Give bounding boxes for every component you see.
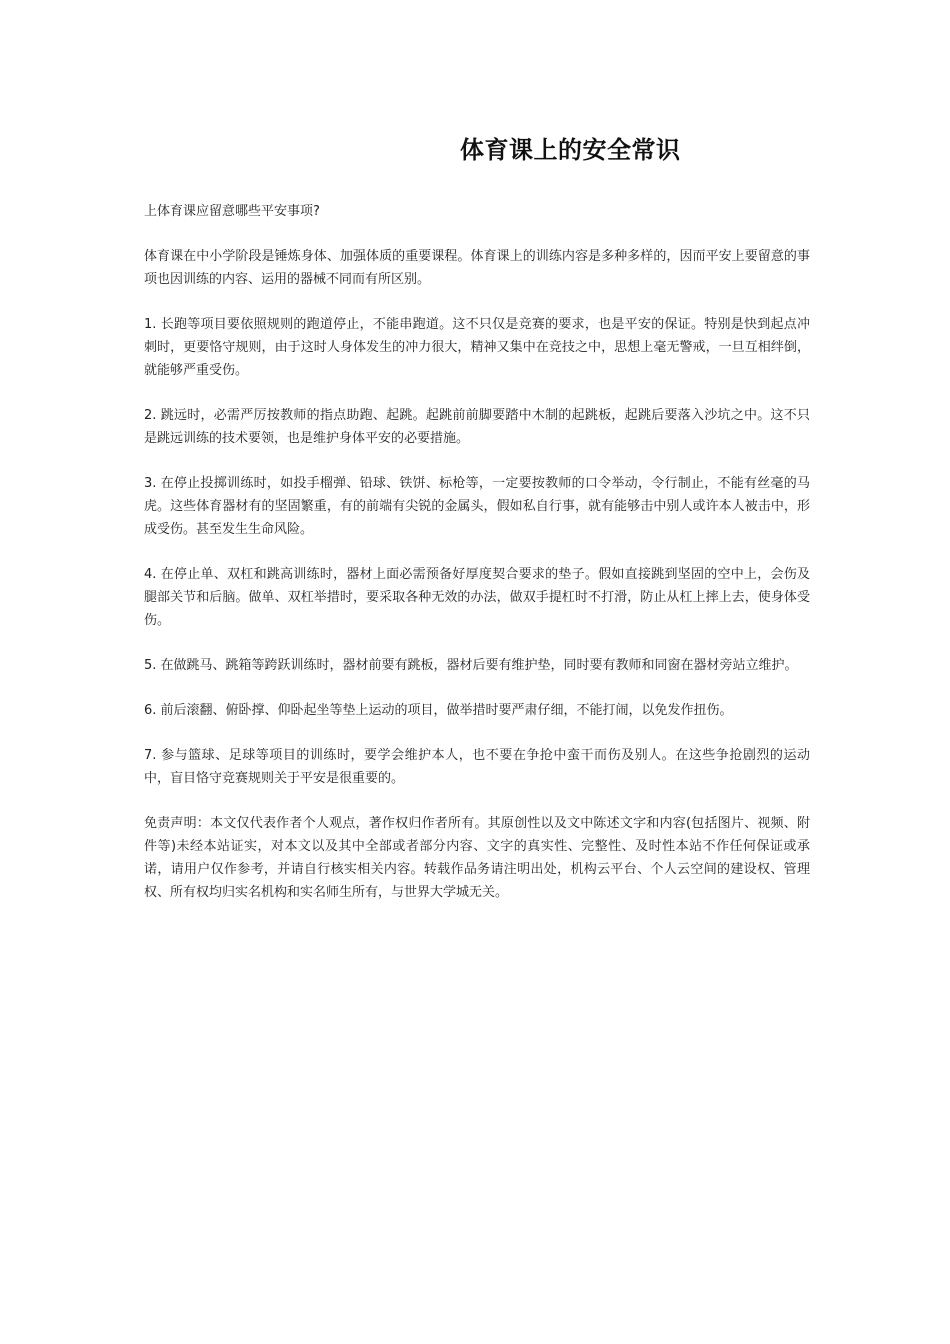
list-item: 6. 前后滚翻、俯卧撑、仰卧起坐等垫上运动的项目，做举措时要严肃仔细，不能打闹，以免发作扭伤。	[144, 703, 733, 718]
list-item: 3. 在停止投掷训练时，如投手榴弹、铅球、铁饼、标枪等，一定要按教师的口令举动，令行制止，不能有丝毫的马虎。这些体育器材有的坚固繁重，有的前端有尖锐的金属头，假如私自行事，就有能够击中别人或许本人被击中，形成受伤。甚至发生生命风险。	[144, 476, 810, 537]
list-item: 2. 跳远时，必需严厉按教师的指点助跑、起跳。起跳前前脚要踏中木制的起跳板，起跳后要落入沙坑之中。这不只是跳远训练的技术要领，也是维护身体平安的必要措施。	[144, 408, 810, 446]
list-item: 1. 长跑等项目要依照规则的跑道停止，不能串跑道。这不只仅是竞赛的要求，也是平安的保证。特别是快到起点冲刺时，更要恪守规则，由于这时人身体发生的冲力很大，精神又集中在竞技之中，思想上毫无警戒，一旦互相绊倒，就能够严重受伤。	[144, 317, 810, 378]
list-item: 4. 在停止单、双杠和跳高训练时，器材上面必需预备好厚度契合要求的垫子。假如直接跳到坚固的空中上，会伤及腿部关节和后脑。做单、双杠举措时，要采取各种无效的办法，做双手提杠时不打滑，防止从杠上摔上去，使身体受伤。	[144, 567, 810, 628]
page-title: 体育课上的安全常识	[460, 136, 681, 164]
list-item: 7. 参与篮球、足球等项目的训练时，要学会维护本人，也不要在争抢中蛮干而伤及别人。在这些争抢剧烈的运动中，盲目恪守竞赛规则关于平安是很重要的。	[144, 748, 810, 786]
disclaimer-paragraph: 免责声明：本文仅代表作者个人观点，著作权归作者所有。其原创性以及文中陈述文字和内容(包括图片、视频、附件等)未经本站证实，对本文以及其中全部或者部分内容、文字的真实性、完整性、及时性本站不作任何保证或承诺，请用户仅作参考，并请自行核实相关内容。转载作品务请注明出处，机构云平台、个人云空间的建设权、管理权、所有权均归实名机构和实名师生所有，与世界大学城无关。	[144, 816, 810, 900]
intro-paragraph: 体育课在中小学阶段是锤炼身体、加强体质的重要课程。体育课上的训练内容是多种多样的，因而平安上要留意的事项也因训练的内容、运用的器械不同而有所区别。	[144, 249, 810, 287]
list-item: 5. 在做跳马、跳箱等跨跃训练时，器材前要有跳板，器材后要有维护垫，同时要有教师和同窗在器材旁站立维护。	[144, 658, 798, 673]
document-body	[144, 200, 810, 926]
question-paragraph: 上体育课应留意哪些平安事项?	[144, 204, 320, 219]
